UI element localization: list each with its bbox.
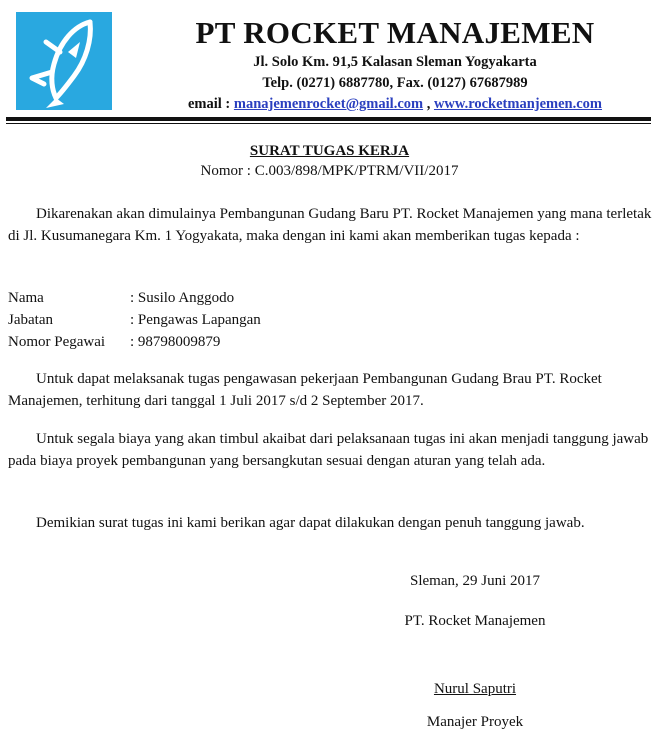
detail-row [8, 287, 261, 309]
closing-paragraph [8, 512, 654, 534]
company-address: Jl. Solo Km. 91,5 Kalasan Sleman Yogyakarta [253, 54, 537, 70]
signature-place-date: Sleman, 29 Juni 2017 [410, 573, 540, 589]
website-link[interactable]: www.rocketmanjemen.com [433, 96, 603, 112]
header-divider-thick [6, 117, 651, 121]
signatory-position: Manajer Proyek [426, 714, 524, 730]
task-paragraph [8, 368, 654, 412]
detail-label: Nomor Pegawai [8, 334, 106, 350]
letter-title: SURAT TUGAS KERJA [249, 143, 410, 159]
detail-row [8, 309, 261, 331]
company-logo [16, 12, 112, 110]
email-label: email : [187, 96, 234, 112]
intro-text: Dikarenakan akan dimulainya Pembangunan Gudang Baru PT. Rocket Manajemen yang mana terletak di Jl. Kusumanegara Km. 1 Yogyakata, maka dengan ini kami akan memberikan tugas kepada : [8, 206, 652, 244]
email-link[interactable]: manajemenrocket@gmail.com [233, 96, 424, 112]
closing-text: Demikian surat tugas ini kami berikan agar dapat dilakukan dengan penuh tanggung jawab. [36, 515, 585, 531]
contact-separator: , [423, 96, 434, 112]
company-name: PT ROCKET MANAJEMEN [195, 15, 595, 50]
detail-value: : Pengawas Lapangan [130, 312, 261, 328]
rocket-fish-icon [16, 12, 112, 110]
task-text: Untuk dapat melaksanak tugas pengawasan pekerjaan Pembangunan Gudang Brau PT. Rocket Manajemen, terhitung dari tanggal 1 Juli 2017 s/d 2 September 2017. [8, 371, 602, 409]
letterhead [150, 14, 640, 115]
cost-paragraph [8, 428, 654, 472]
detail-label: Jabatan [8, 312, 53, 328]
detail-value: : 98798009879 [130, 334, 221, 350]
cost-text: Untuk segala biaya yang akan timbul akaibat dari pelaksanaan tugas ini akan menjadi tanggung jawab pada biaya proyek pembangunan yang bersangkutan sesuai dengan aturan yang telah ada. [8, 431, 649, 469]
company-contact [150, 94, 640, 115]
signatory-name: Nurul Saputri [433, 681, 517, 697]
detail-row [8, 331, 261, 353]
detail-value: : Susilo Anggodo [130, 290, 235, 306]
letter-number: Nomor : C.003/898/MPK/PTRM/VII/2017 [200, 163, 459, 179]
intro-paragraph [8, 203, 654, 247]
employee-details [8, 287, 261, 353]
detail-label: Nama [8, 290, 44, 306]
header-divider-thin [6, 123, 651, 124]
signature-company: PT. Rocket Manajemen [404, 613, 546, 629]
company-phone: Telp. (0271) 6887780, Fax. (0127) 67687989 [262, 75, 528, 91]
